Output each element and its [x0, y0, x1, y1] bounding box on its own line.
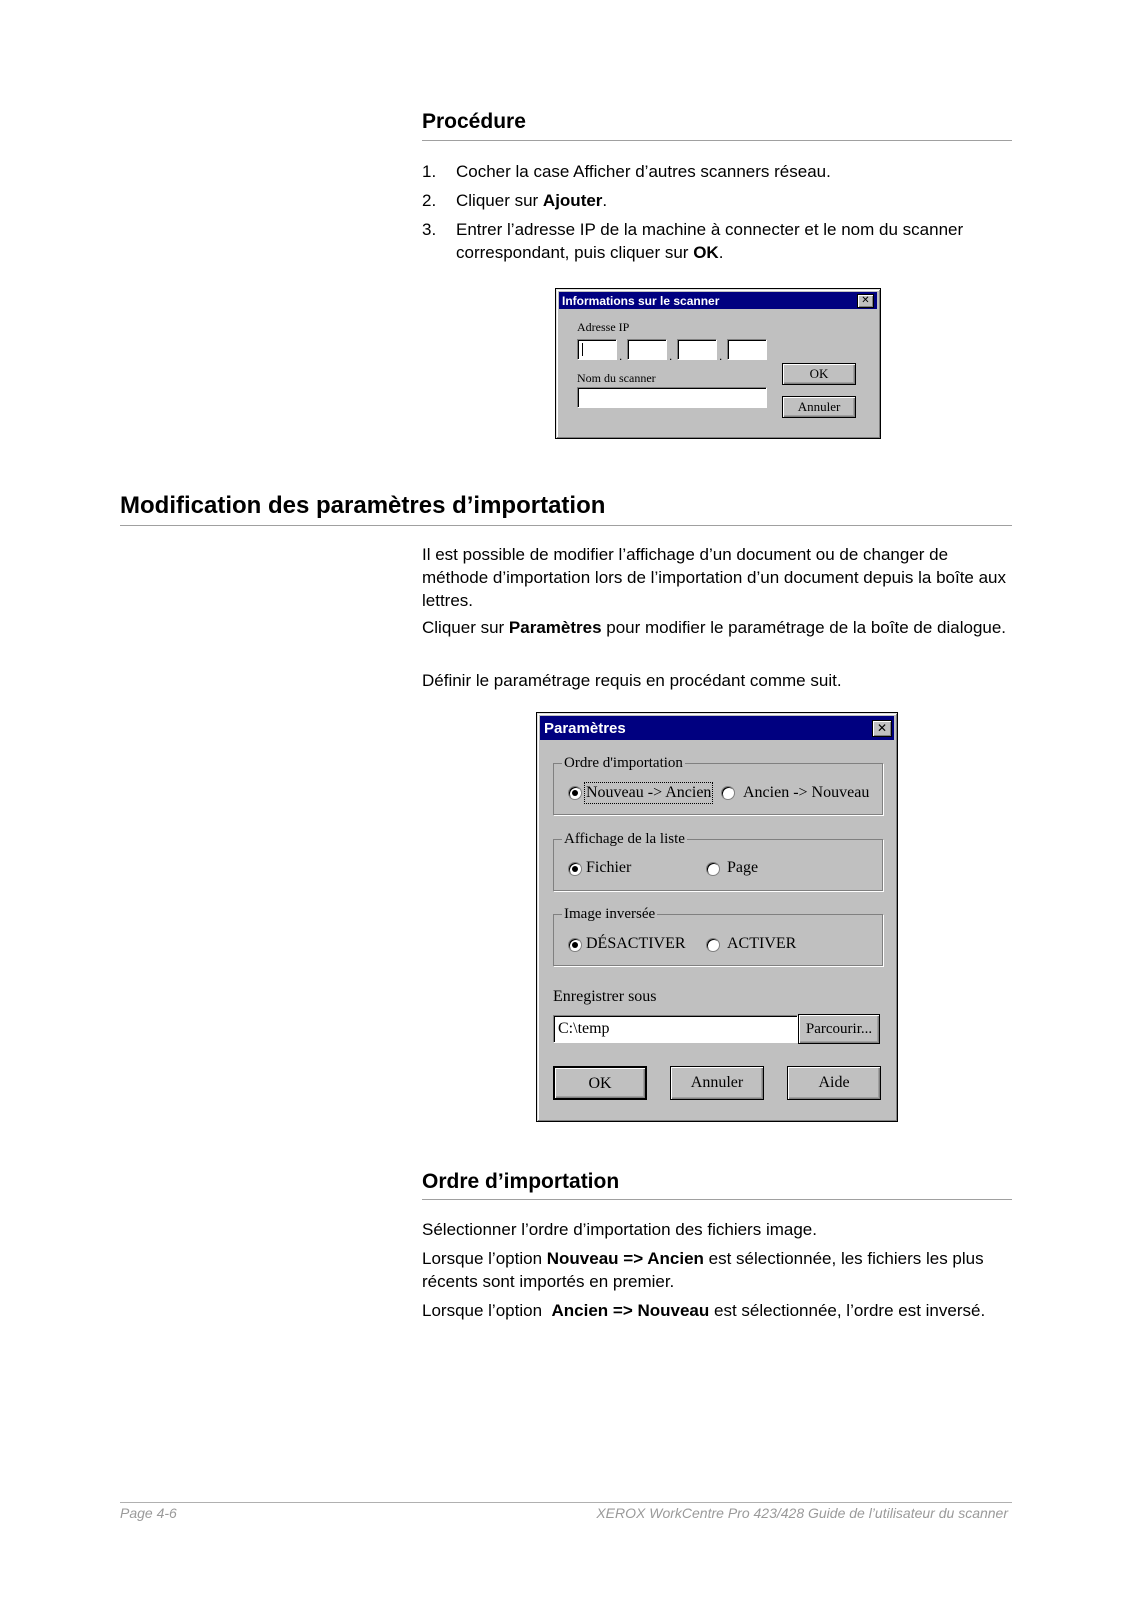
ip-separator: . — [619, 349, 623, 363]
radio-file[interactable] — [568, 862, 582, 876]
ip-octet-4-input[interactable] — [727, 339, 767, 360]
ip-octet-3-input[interactable] — [677, 339, 717, 360]
order-paragraph-1: Sélectionner l’ordre d’importation des fichiers image. — [422, 1220, 817, 1239]
ip-separator: . — [669, 349, 673, 363]
ip-octet-2-input[interactable] — [627, 339, 667, 360]
section-paragraph-2: Cliquer sur Paramètres pour modifier le paramétrage de la boîte de dialogue. — [422, 618, 1007, 637]
import-order-group-label: Ordre d'importation — [564, 755, 683, 771]
footer-page-number: Page 4-6 — [120, 1505, 177, 1521]
scanner-info-dialog — [555, 288, 881, 439]
section-rule — [120, 525, 1012, 526]
radio-disable[interactable] — [568, 938, 582, 952]
order-paragraph-2: Lorsque l’option Nouveau => Ancien est sélectionnée, les fichiers les plus récents sont importés en premier. — [422, 1249, 984, 1291]
text-cursor — [582, 343, 583, 356]
step-text: Entrer l’adresse IP de la machine à connecter et le nom du scanner correspondant, puis cliquer sur OK. — [456, 220, 964, 262]
close-icon[interactable]: ✕ — [857, 294, 874, 308]
cancel-button[interactable]: Annuler — [782, 396, 856, 418]
step-number: 1. — [422, 162, 437, 181]
ok-button[interactable]: OK — [553, 1066, 647, 1100]
list-display-group-label: Affichage de la liste — [564, 831, 685, 847]
radio-disable-label[interactable]: DÉSACTIVER — [586, 935, 686, 952]
radio-old-to-new-label[interactable]: Ancien -> Nouveau — [743, 784, 870, 801]
order-heading: Ordre d’importation — [422, 1170, 620, 1193]
ip-octet-1-input[interactable] — [577, 339, 617, 360]
save-as-label: Enregistrer sous — [553, 988, 657, 1005]
step-number: 2. — [422, 191, 437, 210]
radio-file-label[interactable]: Fichier — [586, 859, 632, 876]
radio-enable[interactable] — [706, 938, 720, 952]
radio-selected-dot — [572, 790, 578, 796]
radio-selected-dot — [572, 866, 578, 872]
ip-separator: . — [719, 349, 723, 363]
section-paragraph-3: Définir le paramétrage requis en procédant comme suit. — [422, 671, 842, 690]
scanner-dialog-titlebar — [559, 292, 877, 309]
parameters-dialog — [536, 712, 898, 1122]
scanner-dialog-title: Informations sur le scanner — [562, 294, 720, 308]
scanner-name-label: Nom du scanner — [577, 371, 656, 385]
browse-button[interactable]: Parcourir... — [798, 1014, 880, 1044]
radio-new-to-old-label[interactable]: Nouveau -> Ancien — [586, 784, 712, 801]
radio-page[interactable] — [706, 862, 720, 876]
footer-title: XEROX WorkCentre Pro 423/428 Guide de l’utilisateur du scanner — [596, 1505, 1008, 1521]
footer-rule — [120, 1502, 1012, 1503]
save-path-value: C:\temp — [558, 1020, 610, 1037]
section-heading: Modification des paramètres d’importation — [120, 492, 606, 519]
radio-new-to-old[interactable] — [568, 786, 582, 800]
save-path-input[interactable] — [553, 1015, 798, 1043]
radio-enable-label[interactable]: ACTIVER — [727, 935, 797, 952]
cancel-button[interactable]: Annuler — [670, 1066, 764, 1100]
help-button[interactable]: Aide — [787, 1066, 881, 1100]
order-paragraph-3: Lorsque l’option Ancien => Nouveau est sélectionnée, l’ordre est inversé. — [422, 1301, 986, 1320]
scanner-name-input[interactable] — [577, 387, 767, 408]
step-text: Cocher la case Afficher d’autres scanners réseau. — [456, 162, 831, 181]
parameters-dialog-titlebar — [540, 716, 894, 740]
ip-address-label: Adresse IP — [577, 320, 630, 334]
section-paragraph-1: Il est possible de modifier l’affichage d’un document ou de changer de méthode d’importation lors de l’importation d’un document depuis la boîte aux lettres. — [422, 545, 1007, 610]
procedure-rule — [422, 140, 1012, 141]
radio-selected-dot — [572, 942, 578, 948]
radio-old-to-new[interactable] — [721, 786, 735, 800]
step-text: Cliquer sur Ajouter. — [456, 191, 608, 210]
close-icon[interactable]: ✕ — [872, 720, 892, 737]
radio-page-label[interactable]: Page — [727, 859, 759, 876]
inverse-image-group-label: Image inversée — [564, 906, 656, 922]
parameters-dialog-title: Paramètres — [544, 720, 626, 737]
order-rule — [422, 1199, 1012, 1200]
procedure-heading: Procédure — [422, 110, 526, 133]
ok-button[interactable]: OK — [782, 363, 856, 385]
step-number: 3. — [422, 220, 437, 239]
